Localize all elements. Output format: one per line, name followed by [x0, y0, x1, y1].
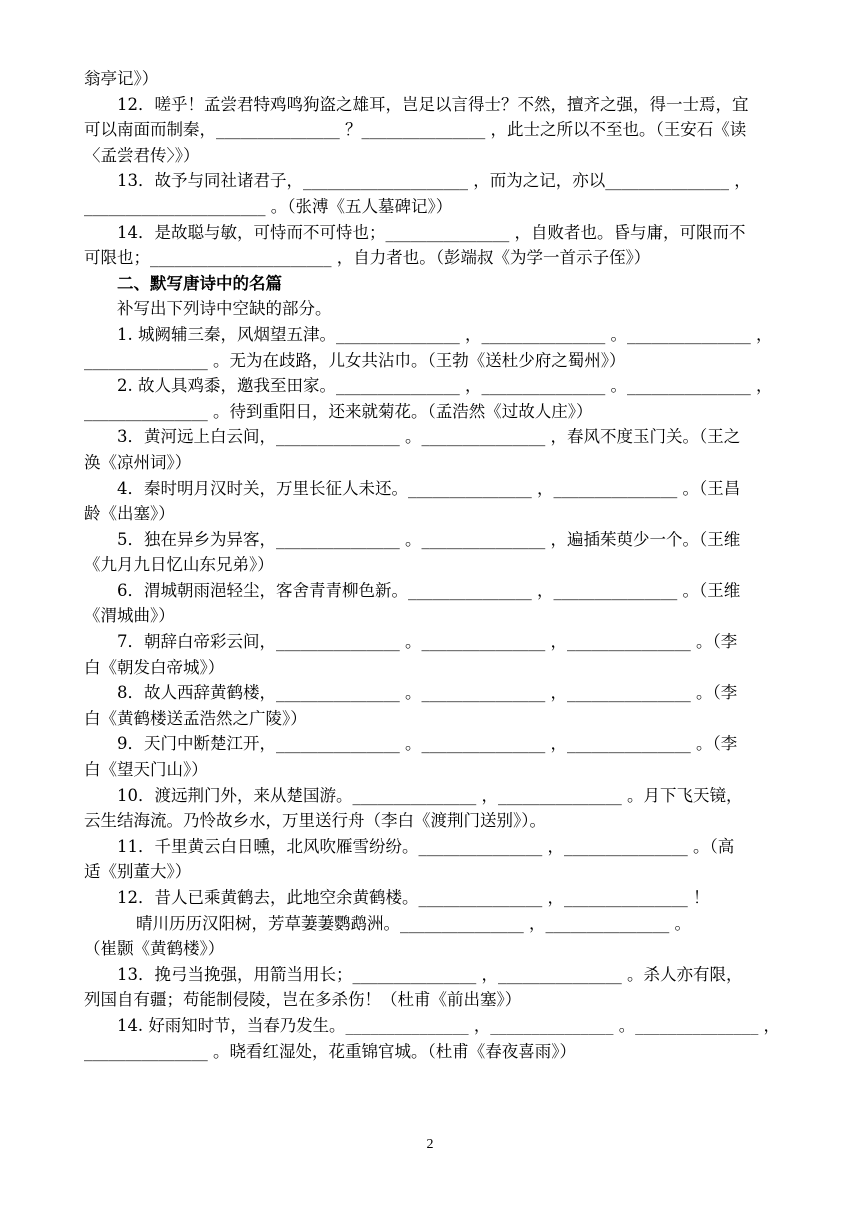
poem-2-line-2: _______________ 。待到重阳日，还来就菊花。（孟浩然《过故人庄》）: [84, 401, 593, 421]
text-line: 翁亭记》）: [84, 69, 159, 88]
question-13-line-1: 13．故予与同社诸君子，____________________ ，而为之记，亦以_______________ ，: [117, 171, 751, 191]
poem-8-line-2: 白《黄鹤楼送孟浩然之广陵》）: [84, 708, 307, 728]
poem-10-line-1: 10．渡远荆门外，来从楚国游。_______________ ，_______________ 。月下飞天镜，: [117, 785, 743, 805]
question-12-line-3: 〈孟尝君传〉》）: [84, 145, 200, 165]
poem-7-line-2: 白《朝发白帝城》）: [84, 657, 225, 677]
page-content: [84, 66, 780, 1064]
poem-12-line-3: （崔颢《黄鹤楼》）: [84, 939, 225, 959]
section-heading: 二、默写唐诗中的名篇: [117, 273, 282, 293]
poem-14-line-2: _______________ 。晓看红湿处，花重锦官城。（杜甫《春夜喜雨》）: [84, 1041, 576, 1061]
poem-9-line-2: 白《望天门山》）: [84, 760, 208, 780]
poem-9-line-1: 9．天门中断楚江开，_______________ 。_______________ ，_______________ 。（李: [117, 734, 738, 754]
poem-2-line-1: 2. 故人具鸡黍，邀我至田家。_______________ ，_______________ 。_______________ ，: [117, 376, 773, 396]
question-12-line-2: 可以南面而制秦，_______________ ？_______________ ，此士之所以不至也。（王安石《读: [84, 120, 747, 140]
question-14-line-2: 可限也；______________________ ，自力者也。（彭端叔《为学一首示子侄》）: [84, 248, 651, 268]
poem-5-line-1: 5．独在异乡为异客，_______________ 。_______________ ，遍插茱萸少一个。（王维: [117, 529, 741, 549]
section-instruction: 补写出下列诗中空缺的部分。: [117, 299, 332, 319]
page-number: 2: [426, 1137, 434, 1152]
poem-13-line-2: 列国自有疆；苟能制侵陵，岂在多杀伤！（杜甫《前出塞》）: [84, 990, 522, 1010]
poem-1-line-2: _______________ 。无为在歧路，儿女共沾巾。（王勃《送杜少府之蜀州》）: [84, 350, 626, 370]
question-12-line-1: 12．嗟乎！孟尝君特鸡鸣狗盗之雄耳，岂足以言得士？不然，擅齐之强，得一士焉，宜: [117, 94, 749, 114]
question-14-line-1: 14．是故聪与敏，可恃而不可恃也；_______________ ，自败者也。昏与庸，可限而不: [117, 222, 746, 242]
poem-3-line-2: 涣《凉州词》）: [84, 452, 192, 472]
poem-1-line-1: 1. 城阙辅三秦，风烟望五津。_______________ ，_______________ 。_______________ ，: [117, 324, 773, 344]
poem-5-line-2: 《九月九日忆山东兄弟》）: [84, 555, 274, 575]
poem-8-line-1: 8．故人西辞黄鹤楼，_______________ 。_______________ ，_______________ 。（李: [117, 683, 738, 703]
poem-11-line-1: 11．千里黄云白日曛，北风吹雁雪纷纷。_______________ ，_______________ 。（高: [117, 836, 735, 856]
question-13-line-2: ______________________ 。（张溥《五人墓碑记》）: [84, 196, 453, 216]
poem-14-line-1: 14. 好雨知时节，当春乃发生。_______________ ，_______________ 。_______________ ，: [117, 1015, 780, 1035]
poem-10-line-2: 云生结海流。乃怜故乡水，万里送行舟（李白《渡荆门送别》）。: [84, 811, 546, 831]
poem-12-line-2: 晴川历历汉阳树，芳草萋萋鹦鹉洲。_______________ ，_______________ 。: [136, 913, 691, 933]
poem-4-line-1: 4．秦时明月汉时关，万里长征人未还。_______________ ，_______________ 。（王昌: [117, 478, 741, 498]
poem-13-line-1: 13．挽弓当挽强，用箭当用长；_______________ ，_______________ 。杀人亦有限，: [117, 964, 743, 984]
poem-4-line-2: 龄《出塞》）: [84, 504, 175, 524]
poem-6-line-2: 《渭城曲》）: [84, 606, 175, 626]
poem-6-line-1: 6．渭城朝雨浥轻尘，客舍青青柳色新。_______________ ，_______________ 。（王维: [117, 580, 741, 600]
poem-3-line-1: 3．黄河远上白云间，_______________ 。_______________ ，春风不度玉门关。（王之: [117, 427, 741, 447]
poem-12-line-1: 12．昔人已乘黄鹤去，此地空余黄鹤楼。_______________ ，_______________ ！: [117, 888, 710, 907]
poem-11-line-2: 适《别董大》）: [84, 862, 192, 882]
poem-7-line-1: 7．朝辞白帝彩云间，_______________ 。_______________ ，_______________ 。（李: [117, 632, 738, 652]
